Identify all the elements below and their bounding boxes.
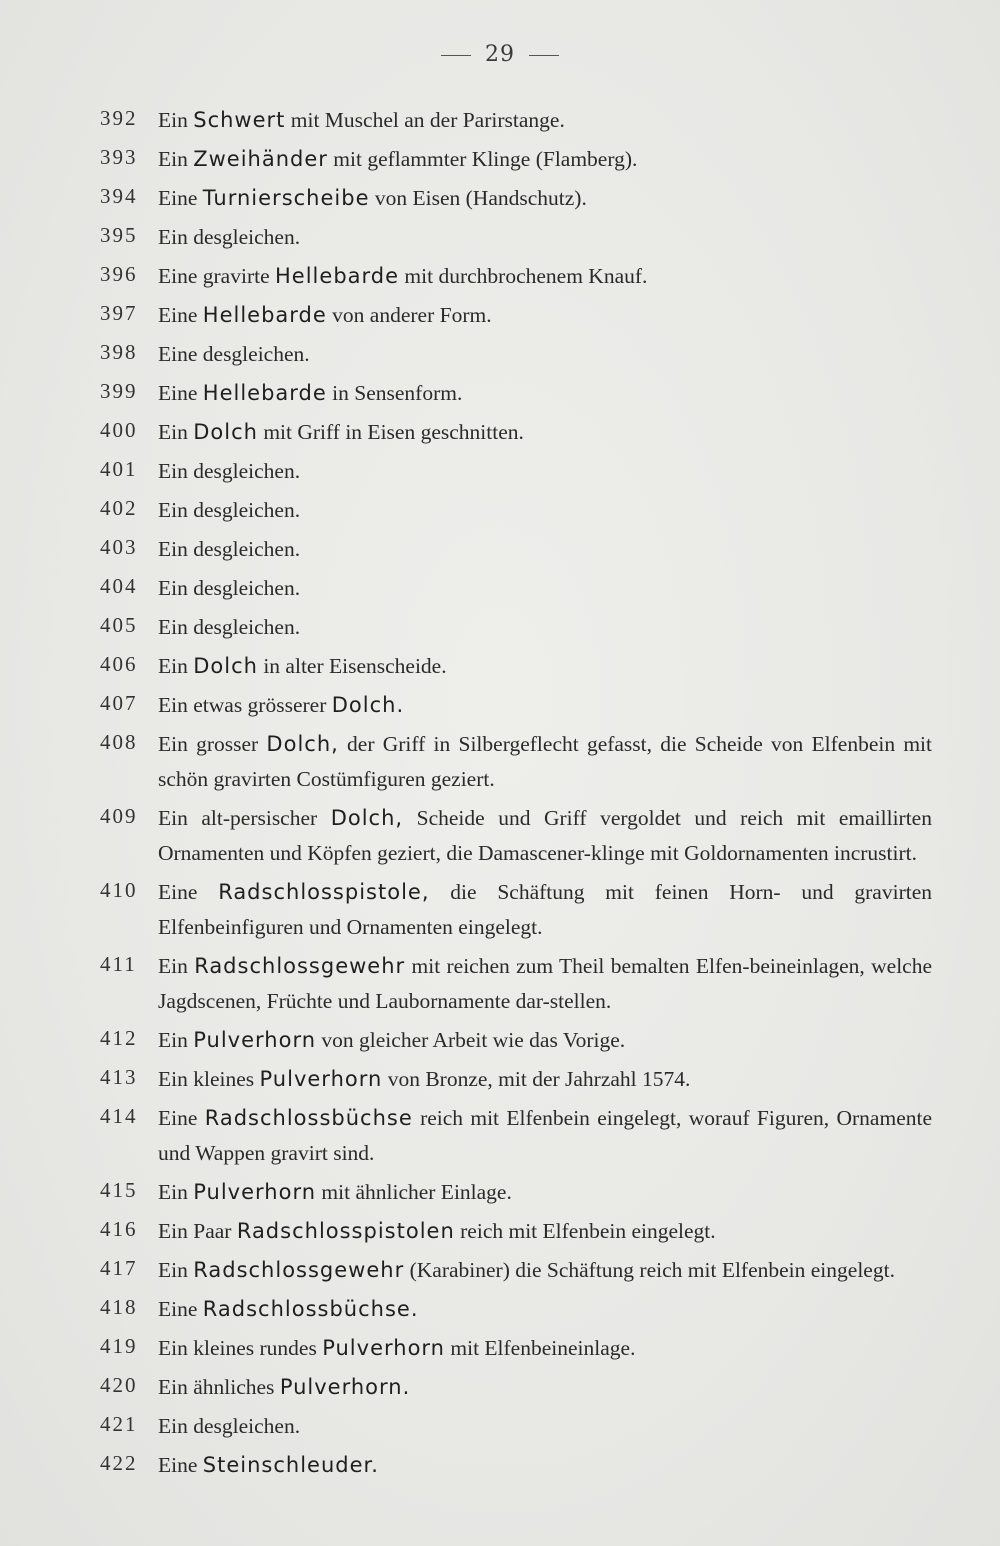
- catalog-entry: [100, 259, 932, 294]
- entry-description: [158, 454, 932, 489]
- entry-text: reich mit Elfenbein eingelegt.: [454, 1219, 716, 1243]
- catalog-entry: [100, 181, 932, 216]
- entry-text: von Bronze, mit der Jahrzahl 1574.: [382, 1067, 691, 1091]
- entry-number: 406: [100, 652, 138, 676]
- entry-keyword: Pulverhorn.: [279, 1375, 411, 1399]
- entry-text: Eine desgleichen.: [158, 342, 310, 366]
- catalog-entry: [100, 875, 932, 945]
- entry-text: Eine: [158, 1453, 203, 1477]
- entry-text: Eine: [158, 1106, 205, 1130]
- catalog-entry: [100, 415, 932, 450]
- entry-keyword: Dolch,: [266, 732, 339, 756]
- entry-description: [158, 571, 932, 606]
- entry-number: 404: [100, 574, 138, 598]
- entry-text: (Karabiner) die Schäftung reich mit Elfenbein eingelegt.: [404, 1258, 895, 1282]
- catalog-entry: [100, 1292, 932, 1327]
- entry-description: [158, 220, 932, 255]
- entry-number: 420: [100, 1373, 138, 1397]
- entry-text: Ein etwas grösserer: [158, 693, 332, 717]
- entry-number: 396: [100, 262, 138, 286]
- entry-text: reich mit Elfenbein eingelegt, worauf Figuren, Ornamente und Wappen gravirt sind.: [158, 1106, 932, 1165]
- entry-description: [158, 949, 932, 1019]
- entry-text: Ein grosser: [158, 732, 267, 756]
- entry-keyword: Schwert: [193, 108, 286, 132]
- entry-keyword: Hellebarde: [202, 303, 327, 327]
- entry-description: [158, 259, 932, 294]
- entry-description: [158, 801, 932, 871]
- entry-keyword: Radschlosspistole,: [218, 880, 430, 904]
- entry-description: [158, 1448, 932, 1483]
- entry-description: [158, 1409, 932, 1444]
- catalog-entry: [100, 571, 932, 606]
- catalog-entry: [100, 1101, 932, 1171]
- catalog-entry: [100, 1062, 932, 1097]
- entry-text: Ein desgleichen.: [158, 1414, 301, 1438]
- catalog-entry: [100, 142, 932, 177]
- entry-description: [158, 1101, 932, 1171]
- entry-text: Scheide und Griff vergoldet und reich mit emaillirten Ornamenten und Köpfen geziert, die Damascener-klinge mit Goldornamenten incrustirt.: [158, 806, 932, 865]
- catalog-entry: [100, 949, 932, 1019]
- entry-keyword: Steinschleuder.: [202, 1453, 379, 1477]
- catalog-entry: [100, 1448, 932, 1483]
- entry-number: 409: [100, 804, 138, 828]
- entry-text: mit geflammter Klinge (Flamberg).: [327, 147, 638, 171]
- entry-text: Ein: [158, 108, 194, 132]
- entry-number: 402: [100, 496, 138, 520]
- entry-text: in alter Eisenscheide.: [257, 654, 447, 678]
- entry-text: der Griff in Silbergeflecht gefasst, die Scheide von Elfenbein mit schön gravirten Costümfiguren geziert.: [158, 732, 932, 791]
- catalog-entry: [100, 1253, 932, 1288]
- entry-description: [158, 1292, 932, 1327]
- entry-description: [158, 532, 932, 567]
- entry-text: die Schäftung mit feinen Horn- und gravirten Elfenbeinfiguren und Ornamenten eingelegt.: [158, 880, 932, 939]
- page-header: [0, 42, 1000, 67]
- entry-number: 394: [100, 184, 138, 208]
- catalog-entry: [100, 688, 932, 723]
- entry-text: von Eisen (Handschutz).: [369, 186, 587, 210]
- entry-text: mit Muschel an der Parirstange.: [285, 108, 565, 132]
- entry-number: 408: [100, 730, 138, 754]
- entry-keyword: Pulverhorn: [193, 1028, 317, 1052]
- entry-description: [158, 103, 932, 138]
- entry-text: Ein desgleichen.: [158, 537, 301, 561]
- entry-number: 412: [100, 1026, 138, 1050]
- entry-keyword: Radschlossgewehr: [193, 1258, 405, 1282]
- entry-description: [158, 337, 932, 372]
- entry-keyword: Hellebarde: [202, 381, 327, 405]
- entry-text: Ein kleines: [158, 1067, 260, 1091]
- catalog-entry: [100, 454, 932, 489]
- catalog-entry: [100, 337, 932, 372]
- entry-number: 400: [100, 418, 138, 442]
- entry-number: 403: [100, 535, 138, 559]
- entry-number: 411: [100, 952, 137, 976]
- entry-text: mit Elfenbeineinlage.: [445, 1336, 636, 1360]
- entry-text: Eine: [158, 1297, 203, 1321]
- entry-text: von anderer Form.: [326, 303, 492, 327]
- entry-text: in Sensenform.: [326, 381, 463, 405]
- entry-description: [158, 1253, 932, 1288]
- entry-number: 421: [100, 1412, 138, 1436]
- entry-number: 416: [100, 1217, 138, 1241]
- entry-description: [158, 1214, 932, 1249]
- entry-number: 419: [100, 1334, 138, 1358]
- entry-text: Ein ähnliches: [158, 1375, 280, 1399]
- entry-number: 398: [100, 340, 138, 364]
- entry-description: [158, 493, 932, 528]
- catalog-entry: [100, 649, 932, 684]
- entry-number: 407: [100, 691, 138, 715]
- entry-number: 422: [100, 1451, 138, 1475]
- catalog-entry: [100, 727, 932, 797]
- entry-description: [158, 298, 932, 333]
- catalog-entry: [100, 1214, 932, 1249]
- catalog-entry: [100, 376, 932, 411]
- catalog-entry: [100, 220, 932, 255]
- entry-text: Eine: [158, 303, 203, 327]
- catalog-entry: [100, 532, 932, 567]
- entry-text: Ein: [158, 1258, 194, 1282]
- entry-description: [158, 415, 932, 450]
- entry-text: Ein desgleichen.: [158, 615, 301, 639]
- entry-text: von gleicher Arbeit wie das Vorige.: [316, 1028, 626, 1052]
- entry-text: Eine: [158, 880, 219, 904]
- entry-description: [158, 610, 932, 645]
- entry-text: mit ähnlicher Einlage.: [316, 1180, 512, 1204]
- entry-text: Ein kleines rundes: [158, 1336, 323, 1360]
- entry-number: 413: [100, 1065, 138, 1089]
- entry-text: Ein: [158, 954, 195, 978]
- entry-text: mit reichen zum Theil bemalten Elfen-beineinlagen, welche Jagdscenen, Früchte und Laubornamente dar-stellen.: [158, 954, 932, 1013]
- entry-description: [158, 1175, 932, 1210]
- entry-number: 395: [100, 223, 138, 247]
- entry-keyword: Radschlossgewehr: [194, 954, 406, 978]
- entry-description: [158, 875, 932, 945]
- catalog-entry: [100, 103, 932, 138]
- catalog-entry: [100, 1370, 932, 1405]
- entry-number: 418: [100, 1295, 138, 1319]
- entry-description: [158, 1370, 932, 1405]
- entry-text: Ein: [158, 147, 194, 171]
- entry-description: [158, 1023, 932, 1058]
- entry-keyword: Dolch: [193, 654, 258, 678]
- entry-keyword: Radschlosspistolen: [236, 1219, 455, 1243]
- entry-keyword: Dolch.: [331, 693, 405, 717]
- catalog-entry: [100, 1023, 932, 1058]
- header-dash-right: [529, 55, 559, 56]
- entry-text: Ein desgleichen.: [158, 498, 301, 522]
- entry-keyword: Radschlossbüchse: [204, 1106, 413, 1130]
- catalog-entry: [100, 610, 932, 645]
- entry-keyword: Pulverhorn: [193, 1180, 317, 1204]
- entry-number: 410: [100, 878, 138, 902]
- entry-description: [158, 727, 932, 797]
- entry-description: [158, 1331, 932, 1366]
- catalog-entry: [100, 801, 932, 871]
- entry-keyword: Turnierscheibe: [202, 186, 370, 210]
- catalog-entry: [100, 298, 932, 333]
- entry-text: Ein: [158, 420, 194, 444]
- entry-keyword: Radschlossbüchse.: [202, 1297, 419, 1321]
- entry-number: 415: [100, 1178, 138, 1202]
- entry-number: 399: [100, 379, 138, 403]
- entry-number: 393: [100, 145, 138, 169]
- entry-number: 405: [100, 613, 138, 637]
- entry-text: Eine gravirte: [158, 264, 276, 288]
- entry-text: Ein desgleichen.: [158, 225, 301, 249]
- entry-text: Ein: [158, 654, 194, 678]
- entry-keyword: Pulverhorn: [322, 1336, 445, 1360]
- entry-text: Ein: [158, 1028, 194, 1052]
- entry-text: mit Griff in Eisen geschnitten.: [257, 420, 524, 444]
- entry-number: 401: [100, 457, 138, 481]
- entry-text: Ein: [158, 1180, 194, 1204]
- entry-keyword: Dolch,: [330, 806, 404, 830]
- entry-text: Ein Paar: [158, 1219, 237, 1243]
- entry-number: 392: [100, 106, 138, 130]
- entry-keyword: Hellebarde: [275, 264, 400, 288]
- entry-text: Ein desgleichen.: [158, 576, 301, 600]
- entry-number: 414: [100, 1104, 138, 1128]
- catalog-entry: [100, 1409, 932, 1444]
- entry-description: [158, 1062, 932, 1097]
- entry-description: [158, 181, 932, 216]
- catalog-entry: [100, 1175, 932, 1210]
- entry-keyword: Pulverhorn: [259, 1067, 383, 1091]
- entry-number: 417: [100, 1256, 138, 1280]
- entry-text: Eine: [158, 186, 203, 210]
- entry-keyword: Zweihänder: [193, 147, 328, 171]
- catalog-entry: [100, 493, 932, 528]
- entry-text: Eine: [158, 381, 203, 405]
- entry-keyword: Dolch: [193, 420, 258, 444]
- catalog-entries: [100, 103, 932, 1487]
- entry-text: Ein alt-persischer: [158, 806, 331, 830]
- entry-description: [158, 649, 932, 684]
- entry-description: [158, 688, 932, 723]
- entry-text: mit durchbrochenem Knauf.: [399, 264, 648, 288]
- entry-text: Ein desgleichen.: [158, 459, 301, 483]
- catalog-entry: [100, 1331, 932, 1366]
- entry-description: [158, 142, 932, 177]
- entry-number: 397: [100, 301, 138, 325]
- header-dash-left: [441, 55, 471, 56]
- entry-description: [158, 376, 932, 411]
- page-number: 29: [485, 42, 515, 67]
